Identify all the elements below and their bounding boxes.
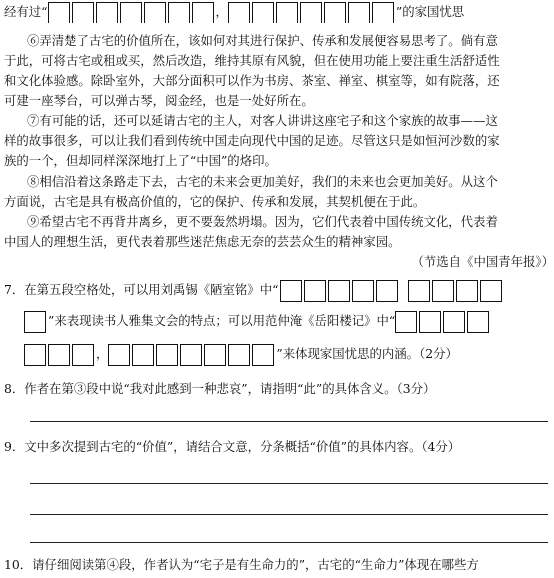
answer-box[interactable] <box>252 2 274 23</box>
answer-box[interactable] <box>168 2 190 23</box>
answer-box[interactable] <box>228 2 250 23</box>
answer-box[interactable] <box>348 2 370 23</box>
question-7-text: ”来表现读书人雅集文会的特点；可以用范仲淹《岳阳楼记》中“ <box>48 313 396 328</box>
question-7-text: 7．在第五段空格处，可以用刘禹锡《陋室铭》中“ <box>4 282 279 297</box>
answer-box[interactable] <box>144 2 166 23</box>
answer-box[interactable] <box>328 280 350 302</box>
question-7-line-3 <box>24 342 554 366</box>
answer-box[interactable] <box>419 311 441 333</box>
passage-text: 方面说，古宅是具有极高价值的，它的保护、传承和发展，其契机便在于此。 <box>4 194 426 209</box>
answer-line[interactable] <box>30 421 548 422</box>
source-citation <box>0 254 554 270</box>
answer-box[interactable] <box>480 280 502 302</box>
answer-box[interactable] <box>24 344 46 366</box>
answer-box[interactable] <box>48 344 70 366</box>
passage-line <box>4 93 554 109</box>
answer-box[interactable] <box>132 344 154 366</box>
passage-text: ， <box>215 4 228 19</box>
answer-box[interactable] <box>108 344 130 366</box>
answer-line[interactable] <box>30 542 548 543</box>
answer-box[interactable] <box>300 2 322 23</box>
passage-line <box>4 133 554 149</box>
answer-box[interactable] <box>376 280 398 302</box>
answer-box[interactable] <box>456 280 478 302</box>
question-9-text: 9．文中多次提到古宅的“价值”，请结合文意，分条概括“价值”的具体内容。（4分） <box>4 439 461 454</box>
answer-box[interactable] <box>280 280 302 302</box>
answer-box[interactable] <box>24 311 46 333</box>
passage-text: 经有过“ <box>4 4 48 19</box>
question-7-text: ， <box>96 346 109 361</box>
answer-box[interactable] <box>467 311 489 333</box>
passage-text: ”的家国忧思 <box>395 4 465 19</box>
answer-box[interactable] <box>96 2 118 23</box>
q7-answer-boxes-5 <box>24 343 96 367</box>
q7-answer-boxes-2 <box>408 279 504 303</box>
question-7-line-2 <box>24 309 554 333</box>
answer-box[interactable] <box>156 344 178 366</box>
answer-box[interactable] <box>408 280 430 302</box>
answer-box[interactable] <box>276 2 298 23</box>
answer-boxes-group-b <box>228 1 396 23</box>
passage-line-0 <box>4 1 554 23</box>
answer-box[interactable] <box>204 344 226 366</box>
q7-answer-boxes-1 <box>280 279 400 303</box>
answer-box[interactable] <box>252 344 274 366</box>
answer-box[interactable] <box>395 311 417 333</box>
passage-text: ⑧相信沿着这条路走下去，古宅的未来会更加美好，我们的未来也会更加美好。从这个 <box>27 174 498 189</box>
question-9 <box>4 439 554 455</box>
q7-answer-boxes-3 <box>24 310 48 334</box>
answer-box[interactable] <box>48 2 70 23</box>
source-text: （节选自《中国青年报》） <box>411 254 554 269</box>
answer-box[interactable] <box>120 2 142 23</box>
answer-line[interactable] <box>30 514 548 515</box>
passage-text: 和文化体验感。除卧室外，大部分面积可以作为书房、茶室、禅室、棋室等，如有院落，还 <box>4 73 500 88</box>
passage-line <box>27 214 554 230</box>
passage-line <box>4 234 554 250</box>
passage-text: 可建一座琴台，可以弹古琴，阅金经，也是一处好所在。 <box>4 93 314 108</box>
answer-boxes-group-a <box>48 1 216 23</box>
answer-box[interactable] <box>352 280 374 302</box>
passage-text: 于此，可将古宅或租或买，然后改造，维持其原有风貌，但在使用功能上要注重生活舒适性 <box>4 53 500 68</box>
answer-box[interactable] <box>192 2 214 23</box>
question-10 <box>4 557 554 573</box>
passage-line <box>27 33 554 49</box>
q7-answer-boxes-6 <box>108 343 276 367</box>
answer-box[interactable] <box>372 2 394 23</box>
passage-text: 样的故事很多，可以让我们看到传统中国走向现代中国的足迹。尽管这只是如恒河沙数的家 <box>4 133 500 148</box>
passage-line <box>4 194 554 210</box>
passage-text: 族的一个，但却同样深深地打上了“中国”的烙印。 <box>4 153 277 168</box>
passage-line <box>4 73 554 89</box>
answer-box[interactable] <box>432 280 454 302</box>
passage-text: ⑦有可能的话，还可以延请古宅的主人，对客人讲讲这座宅子和这个家族的故事——这 <box>27 113 498 128</box>
answer-box[interactable] <box>72 2 94 23</box>
question-8 <box>4 381 554 397</box>
answer-box[interactable] <box>304 280 326 302</box>
answer-box[interactable] <box>180 344 202 366</box>
question-7-text: ”来体现家国忧思的内涵。（2分） <box>276 346 458 361</box>
answer-line[interactable] <box>30 483 548 484</box>
passage-text: ⑨希望古宅不再背井离乡，更不要轰然坍塌。因为，它们代表着中国传统文化，代表着 <box>27 214 498 229</box>
passage-line <box>27 113 554 129</box>
passage-text: 中国人的理想生活，更代表着那些迷茫焦虑无奈的芸芸众生的精神家园。 <box>4 234 401 249</box>
passage-line <box>4 53 554 69</box>
passage-line <box>27 174 554 190</box>
question-10-text: 10．请仔细阅读第④段，作者认为“宅子是有生命力的”，古宅的“生命力”体现在哪些方 <box>4 557 479 572</box>
answer-box[interactable] <box>228 344 250 366</box>
question-7-line-1 <box>4 278 554 302</box>
answer-box[interactable] <box>443 311 465 333</box>
passage-text: ⑥弄清楚了古宅的价值所在，该如何对其进行保护、传承和发展便容易思考了。倘有意 <box>27 33 498 48</box>
answer-box[interactable] <box>72 344 94 366</box>
question-8-text: 8．作者在第③段中说“我对此感到一种悲哀”，请指明“此”的具体含义。（3分） <box>4 381 436 396</box>
q7-answer-boxes-4 <box>395 310 491 334</box>
answer-box[interactable] <box>324 2 346 23</box>
passage-line <box>4 153 554 169</box>
